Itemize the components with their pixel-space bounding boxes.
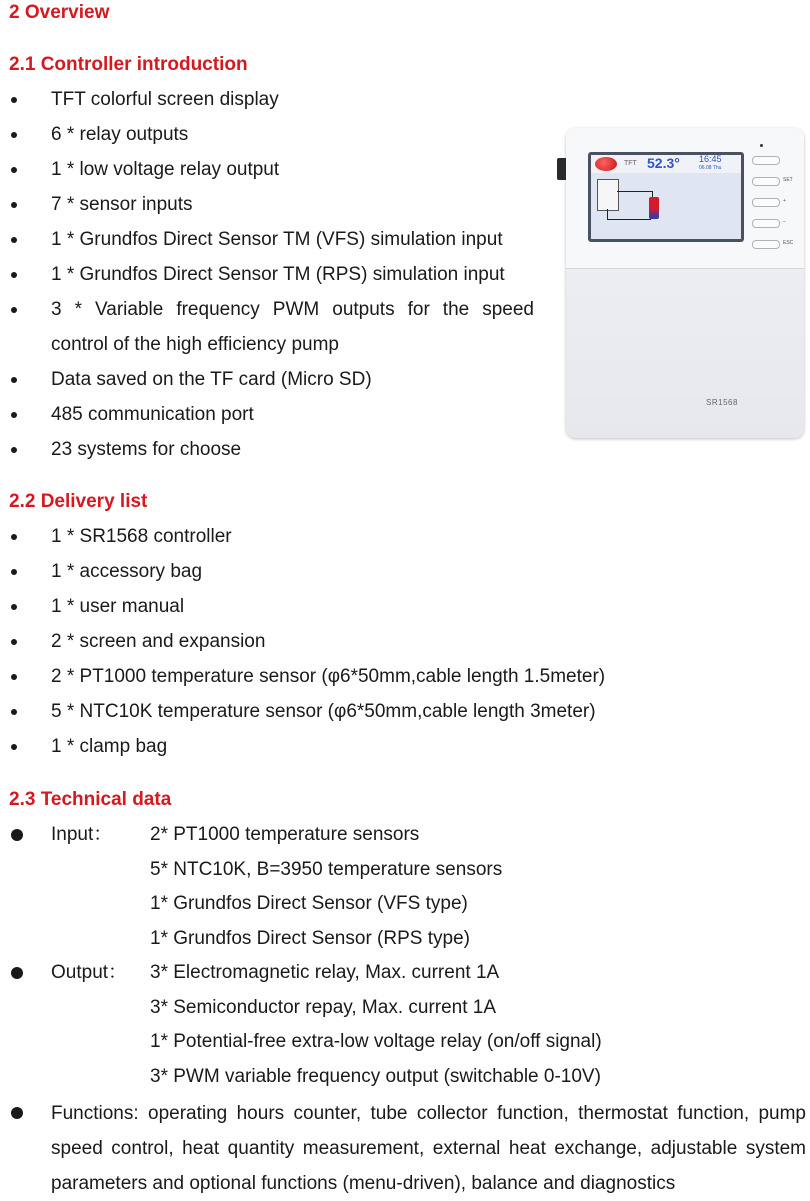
input-value: 2* PT1000 temperature sensors [150,824,420,845]
input-row [0,887,810,922]
output-row [0,991,810,1026]
bullet-icon [11,272,17,278]
bullet-icon [11,132,17,138]
output-value: 3* Semiconductor repay, Max. current 1A [150,996,497,1018]
list-item: 1 * user manual [0,589,605,624]
solar-collector-icon [597,179,619,211]
technical-heading: 2.3 Technical data [9,789,172,810]
intro-list [0,82,534,467]
bullet-icon [11,744,17,750]
input-value: 1* Grundfos Direct Sensor (RPS type) [150,927,470,949]
input-row [0,853,810,888]
bullet-icon [11,447,17,453]
bullet-icon [11,97,17,103]
screen-date: 06.08 Thu [699,165,722,171]
output-value: 3* PWM variable frequency output (switchable 0-10V) [150,1065,601,1087]
controller-button [752,156,780,165]
bullet-icon [11,639,17,645]
list-item: 2 * screen and expansion [0,624,605,659]
input-row [0,922,810,957]
status-led-icon [760,144,763,147]
section-title: 2 Overview [9,2,110,23]
bullet-icon [11,307,17,313]
side-connector [557,158,566,180]
list-item: 485 communication port [0,397,534,432]
bullet-icon [11,569,17,575]
input-row [0,818,810,853]
output-value: 1* Potential-free extra-low voltage relay (on/off signal) [150,1031,602,1052]
list-item: 1 * Grundfos Direct Sensor TM (RPS) simulation input [0,257,534,292]
list-item: 6 * relay outputs [0,117,534,152]
bullet-icon [11,674,17,680]
input-label: Input： [51,824,113,845]
bullet-icon [11,202,17,208]
screen-temperature: 52.3° [647,155,680,171]
storage-tank-icon [649,197,659,219]
controller-buttons [752,156,794,261]
controller-button-esc: ESC [752,240,780,249]
bullet-icon [11,604,17,610]
output-value: 3* Electromagnetic relay, Max. current 1A [150,962,500,983]
bullet-icon [11,829,23,841]
screen-clock: 16:45 [699,155,722,164]
controller-image [566,128,804,438]
output-row [0,956,810,991]
technical-list [0,818,810,1094]
controller-front-panel [566,128,804,269]
intro-heading: 2.1 Controller introduction [9,54,248,75]
controller-button-minus: – [752,219,780,228]
list-item: 1 * clamp bag [0,729,605,764]
bullet-icon [11,167,17,173]
screen-tft-label: TFT [624,160,637,167]
input-value: 5* NTC10K, B=3950 temperature sensors [150,858,503,880]
controller-screen [588,152,744,242]
list-item: Data saved on the TF card (Micro SD) [0,362,534,397]
bullet-icon [11,534,17,540]
controller-button-plus: + [752,198,780,207]
bullet-icon [11,1107,23,1119]
list-item: 1 * Grundfos Direct Sensor TM (VFS) simulation input [0,222,534,257]
bullet-icon [11,709,17,715]
bullet-icon [11,412,17,418]
list-item: 1 * accessory bag [0,554,605,589]
delivery-list [0,519,605,764]
output-label: Output： [51,962,128,983]
functions-text: Functions: operating hours counter, tube collector function, thermostat function, pump speed control, heat quantity measurement, external heat exchange, adjustable system parameters and optional functions (menu-driven), balance and diagnostics [51,1103,806,1194]
list-item: 7 * sensor inputs [0,187,534,222]
list-item: 1 * SR1568 controller [0,519,605,554]
bullet-icon [11,967,23,979]
output-row [0,1025,810,1060]
controller-button-set: SET [752,177,780,186]
bullet-icon [11,377,17,383]
delivery-heading: 2.2 Delivery list [9,491,148,512]
input-value: 1* Grundfos Direct Sensor (VFS type) [150,893,468,914]
list-item: 1 * low voltage relay output [0,152,534,187]
list-item: 2 * PT1000 temperature sensor (φ6*50mm,cable length 1.5meter) [0,659,605,694]
controller-model-label: SR1568 [706,398,738,407]
bullet-icon [11,237,17,243]
list-item: 23 systems for choose [0,432,534,467]
list-item: 3 * Variable frequency PWM outputs for the speed control of the high efficiency pump [0,292,534,362]
brand-logo-icon [595,157,617,171]
output-row [0,1060,810,1095]
list-item: 5 * NTC10K temperature sensor (φ6*50mm,cable length 3meter) [0,694,605,729]
list-item: TFT colorful screen display [0,82,534,117]
